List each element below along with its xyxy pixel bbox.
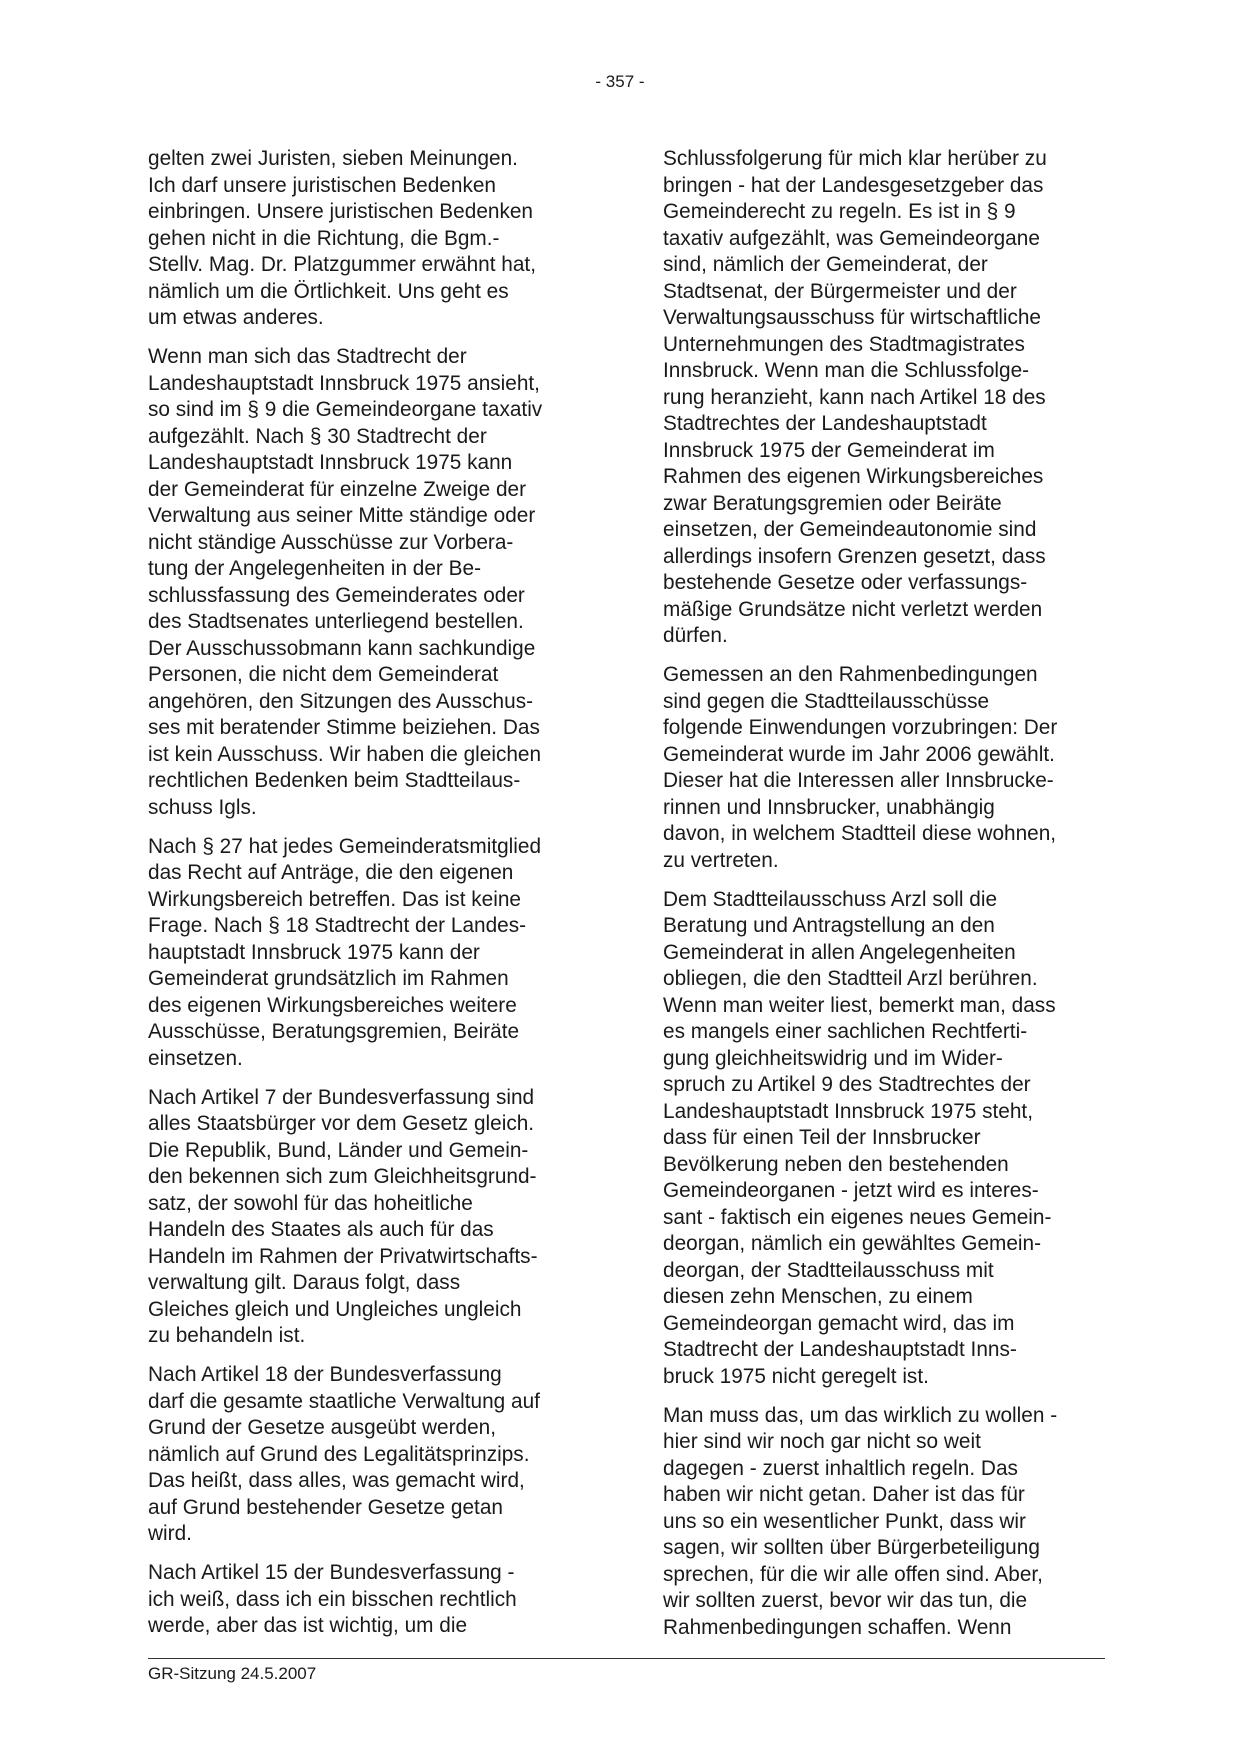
text-line: wir sollten zuerst, bevor wir das tun, die xyxy=(663,1589,1028,1612)
text-line: des eigenen Wirkungsbereiches weitere xyxy=(148,993,517,1017)
text-line: sagen, wir sollten über Bürgerbeteiligung xyxy=(663,1536,1040,1559)
text-line: einbringen. Unsere juristischen Bedenken xyxy=(148,200,533,223)
text-line: rechtlichen Bedenken beim Stadtteilaus- xyxy=(148,769,521,792)
text-line: Stadtsenat, der Bürgermeister und der xyxy=(663,279,1017,303)
text-line: ich weiß, dass ich ein bisschen rechtlich xyxy=(148,1587,517,1611)
text-line: Verwaltungsausschuss für wirtschaftliche xyxy=(663,306,1041,329)
text-line: Bevölkerung neben den bestehenden xyxy=(663,1152,1009,1176)
text-line: hauptstadt Innsbruck 1975 kann der xyxy=(148,940,480,964)
text-line: Stadtrechtes der Landeshauptstadt xyxy=(663,412,987,435)
paragraph xyxy=(148,146,603,332)
text-line: nicht ständige Ausschüsse zur Vorbera- xyxy=(148,530,514,554)
page-number: - 357 - xyxy=(595,72,645,91)
text-line: obliegen, die den Stadtteil Arzl berühren. xyxy=(663,967,1038,990)
text-line: Schlussfolgerung für mich klar herüber zu xyxy=(663,147,1047,170)
text-line: zu vertreten. xyxy=(663,848,779,872)
text-line: auf Grund bestehender Gesetze getan xyxy=(148,1495,503,1519)
paragraph xyxy=(663,1403,1118,1642)
text-line: Nach Artikel 7 der Bundesverfassung sind xyxy=(148,1085,535,1109)
text-line: den bekennen sich zum Gleichheitsgrund- xyxy=(148,1165,537,1188)
text-line: rung heranzieht, kann nach Artikel 18 des xyxy=(663,385,1046,409)
text-line: Gemeinderat wurde im Jahr 2006 gewählt. xyxy=(663,742,1055,766)
text-line: Gemeinderecht zu regeln. Es ist in § 9 xyxy=(663,200,1016,223)
text-line: dass für einen Teil der Innsbrucker xyxy=(663,1126,981,1149)
text-line: das Recht auf Anträge, die den eigenen xyxy=(148,861,514,884)
text-line: Wenn man weiter liest, bemerkt man, dass xyxy=(663,993,1056,1017)
text-line: spruch zu Artikel 9 des Stadtrechtes der xyxy=(663,1073,1031,1096)
text-line: werde, aber das ist wichtig, um die xyxy=(148,1614,468,1637)
text-line: gehen nicht in die Richtung, die Bgm.- xyxy=(148,226,500,250)
text-line: Handeln des Staates als auch für das xyxy=(148,1218,494,1241)
text-line: wird. xyxy=(148,1522,192,1545)
text-line: alles Staatsbürger vor dem Gesetz gleich. xyxy=(148,1112,535,1135)
text-line: nämlich um die Örtlichkeit. Uns geht es xyxy=(148,279,509,303)
text-line: deorgan, nämlich ein gewähltes Gemein- xyxy=(663,1232,1042,1255)
text-line: Dieser hat die Interessen aller Innsbrucke- xyxy=(663,769,1054,792)
text-line: gelten zwei Juristen, sieben Meinungen. xyxy=(148,147,518,170)
text-line: es mangels einer sachlichen Rechtferti- xyxy=(663,1020,1028,1043)
text-line: einsetzen, der Gemeindeautonomie sind xyxy=(663,518,1037,541)
text-line: deorgan, der Stadtteilausschuss mit xyxy=(663,1258,994,1282)
text-line: gung gleichheitswidrig und im Wider- xyxy=(663,1046,1003,1070)
text-line: davon, in welchem Stadtteil diese wohnen, xyxy=(663,822,1057,845)
text-line: Gemeinderat grundsätzlich im Rahmen xyxy=(148,967,509,990)
text-line: aufgezählt. Nach § 30 Stadtrecht der xyxy=(148,424,487,448)
text-line: uns so ein wesentlicher Punkt, dass wir xyxy=(663,1509,1026,1533)
footer-session-date: GR-Sitzung 24.5.2007 xyxy=(148,1664,317,1683)
text-line: Rahmen des eigenen Wirkungsbereiches xyxy=(663,465,1044,488)
text-line: Die Republik, Bund, Länder und Gemein- xyxy=(148,1138,529,1162)
text-line: so sind im § 9 die Gemeindeorgane taxativ xyxy=(148,398,543,421)
text-line: zu behandeln ist. xyxy=(148,1324,306,1347)
text-line: sind, nämlich der Gemeinderat, der xyxy=(663,253,988,276)
text-line: Wirkungsbereich betreffen. Das ist keine xyxy=(148,887,521,911)
text-line: haben wir nicht getan. Daher ist das für xyxy=(663,1483,1025,1506)
text-line: dürfen. xyxy=(663,624,728,647)
text-line: Personen, die nicht dem Gemeinderat xyxy=(148,663,499,686)
paragraph xyxy=(148,1085,603,1350)
text-line: Man muss das, um das wirklich zu wollen - xyxy=(663,1403,1058,1427)
text-line: um etwas anderes. xyxy=(148,306,324,329)
text-line: sind gegen die Stadtteilausschüsse xyxy=(663,689,990,713)
text-line: Beratung und Antragstellung an den xyxy=(663,914,995,937)
paragraph xyxy=(663,887,1118,1391)
text-line: Gemessen an den Rahmenbedingungen xyxy=(663,663,1038,686)
text-line: rinnen und Innsbrucker, unabhängig xyxy=(663,795,995,819)
text-line: Grund der Gesetze ausgeübt werden, xyxy=(148,1416,496,1439)
text-line: Das heißt, dass alles, was gemacht wird, xyxy=(148,1469,525,1492)
text-line: dagegen - zuerst inhaltlich regeln. Das xyxy=(663,1456,1018,1480)
text-line: Nach Artikel 18 der Bundesverfassung xyxy=(148,1363,502,1386)
text-line: bringen - hat der Landesgesetzgeber das xyxy=(663,173,1044,197)
text-line: Gemeindeorgan gemacht wird, das im xyxy=(663,1311,1015,1335)
text-line: Gemeinderat in allen Angelegenheiten xyxy=(663,940,1016,964)
paragraph xyxy=(148,1560,603,1640)
text-line: Innsbruck. Wenn man die Schlussfolge- xyxy=(663,359,1030,382)
text-line: diesen zehn Menschen, zu einem xyxy=(663,1285,973,1308)
text-line: Landeshauptstadt Innsbruck 1975 kann xyxy=(148,451,513,474)
text-line: Verwaltung aus seiner Mitte ständige oder xyxy=(148,504,536,527)
text-line: Innsbruck 1975 der Gemeinderat im xyxy=(663,438,995,462)
text-line: angehören, den Sitzungen des Ausschus- xyxy=(148,689,534,713)
text-line: nämlich auf Grund des Legalitätsprinzips. xyxy=(148,1442,530,1466)
text-line: Wenn man sich das Stadtrecht der xyxy=(148,345,467,368)
text-line: des Stadtsenates unterliegend bestellen. xyxy=(148,610,524,633)
text-line: bruck 1975 nicht geregelt ist. xyxy=(663,1364,929,1388)
text-line: folgende Einwendungen vorzubringen: Der xyxy=(663,716,1058,739)
text-line: Gemeindeorganen - jetzt wird es interes- xyxy=(663,1179,1039,1202)
text-line: zwar Beratungsgremien oder Beiräte xyxy=(663,491,1002,515)
text-line: Ausschüsse, Beratungsgremien, Beiräte xyxy=(148,1020,520,1043)
text-line: ist kein Ausschuss. Wir haben die gleichen xyxy=(148,742,542,766)
text-line: Landeshauptstadt Innsbruck 1975 ansieht, xyxy=(148,371,540,395)
text-line: bestehende Gesetze oder verfassungs- xyxy=(663,571,1028,594)
text-line: Nach § 27 hat jedes Gemeinderatsmitglied xyxy=(148,834,542,858)
text-line: Stellv. Mag. Dr. Platzgummer erwähnt hat, xyxy=(148,253,536,276)
text-line: Dem Stadtteilausschuss Arzl soll die xyxy=(663,887,998,911)
text-line: sant - faktisch ein eigenes neues Gemein- xyxy=(663,1205,1052,1229)
text-line: Der Ausschussobmann kann sachkundige xyxy=(148,636,536,660)
text-line: sprechen, für die wir alle offen sind. Aber, xyxy=(663,1562,1043,1586)
paragraph xyxy=(663,662,1118,874)
text-line: allerdings insofern Grenzen gesetzt, dass xyxy=(663,544,1046,568)
text-line: darf die gesamte staatliche Verwaltung auf xyxy=(148,1389,540,1413)
left-column xyxy=(148,146,603,1652)
text-line: schuss Igls. xyxy=(148,795,257,819)
right-column xyxy=(663,146,1118,1654)
text-line: verwaltung gilt. Daraus folgt, dass xyxy=(148,1271,461,1294)
text-line: taxativ aufgezählt, was Gemeindeorgane xyxy=(663,226,1040,250)
text-line: satz, der sowohl für das hoheitliche xyxy=(148,1191,473,1215)
text-line: schlussfassung des Gemeinderates oder xyxy=(148,583,525,607)
paragraph xyxy=(663,146,1118,650)
text-line: Stadtrecht der Landeshauptstadt Inns- xyxy=(663,1338,1017,1361)
paragraph xyxy=(148,344,603,821)
text-line: ses mit beratender Stimme beiziehen. Das xyxy=(148,716,540,739)
text-line: Ich darf unsere juristischen Bedenken xyxy=(148,173,496,197)
text-line: Nach Artikel 15 der Bundesverfassung - xyxy=(148,1561,515,1584)
text-line: tung der Angelegenheiten in der Be- xyxy=(148,557,482,580)
text-line: Frage. Nach § 18 Stadtrecht der Landes- xyxy=(148,914,527,937)
text-line: mäßige Grundsätze nicht verletzt werden xyxy=(663,597,1043,621)
text-line: hier sind wir noch gar nicht so weit xyxy=(663,1430,981,1453)
footer-divider xyxy=(148,1658,1105,1659)
paragraph xyxy=(148,834,603,1073)
paragraph xyxy=(148,1362,603,1548)
text-line: der Gemeinderat für einzelne Zweige der xyxy=(148,477,527,501)
text-line: Rahmenbedingungen schaffen. Wenn xyxy=(663,1615,1012,1639)
text-line: Handeln im Rahmen der Privatwirtschafts- xyxy=(148,1244,538,1268)
text-line: Landeshauptstadt Innsbruck 1975 steht, xyxy=(663,1099,1033,1123)
text-line: einsetzen. xyxy=(148,1046,243,1070)
text-line: Unternehmungen des Stadtmagistrates xyxy=(663,332,1025,356)
text-line: Gleiches gleich und Ungleiches ungleich xyxy=(148,1297,522,1321)
